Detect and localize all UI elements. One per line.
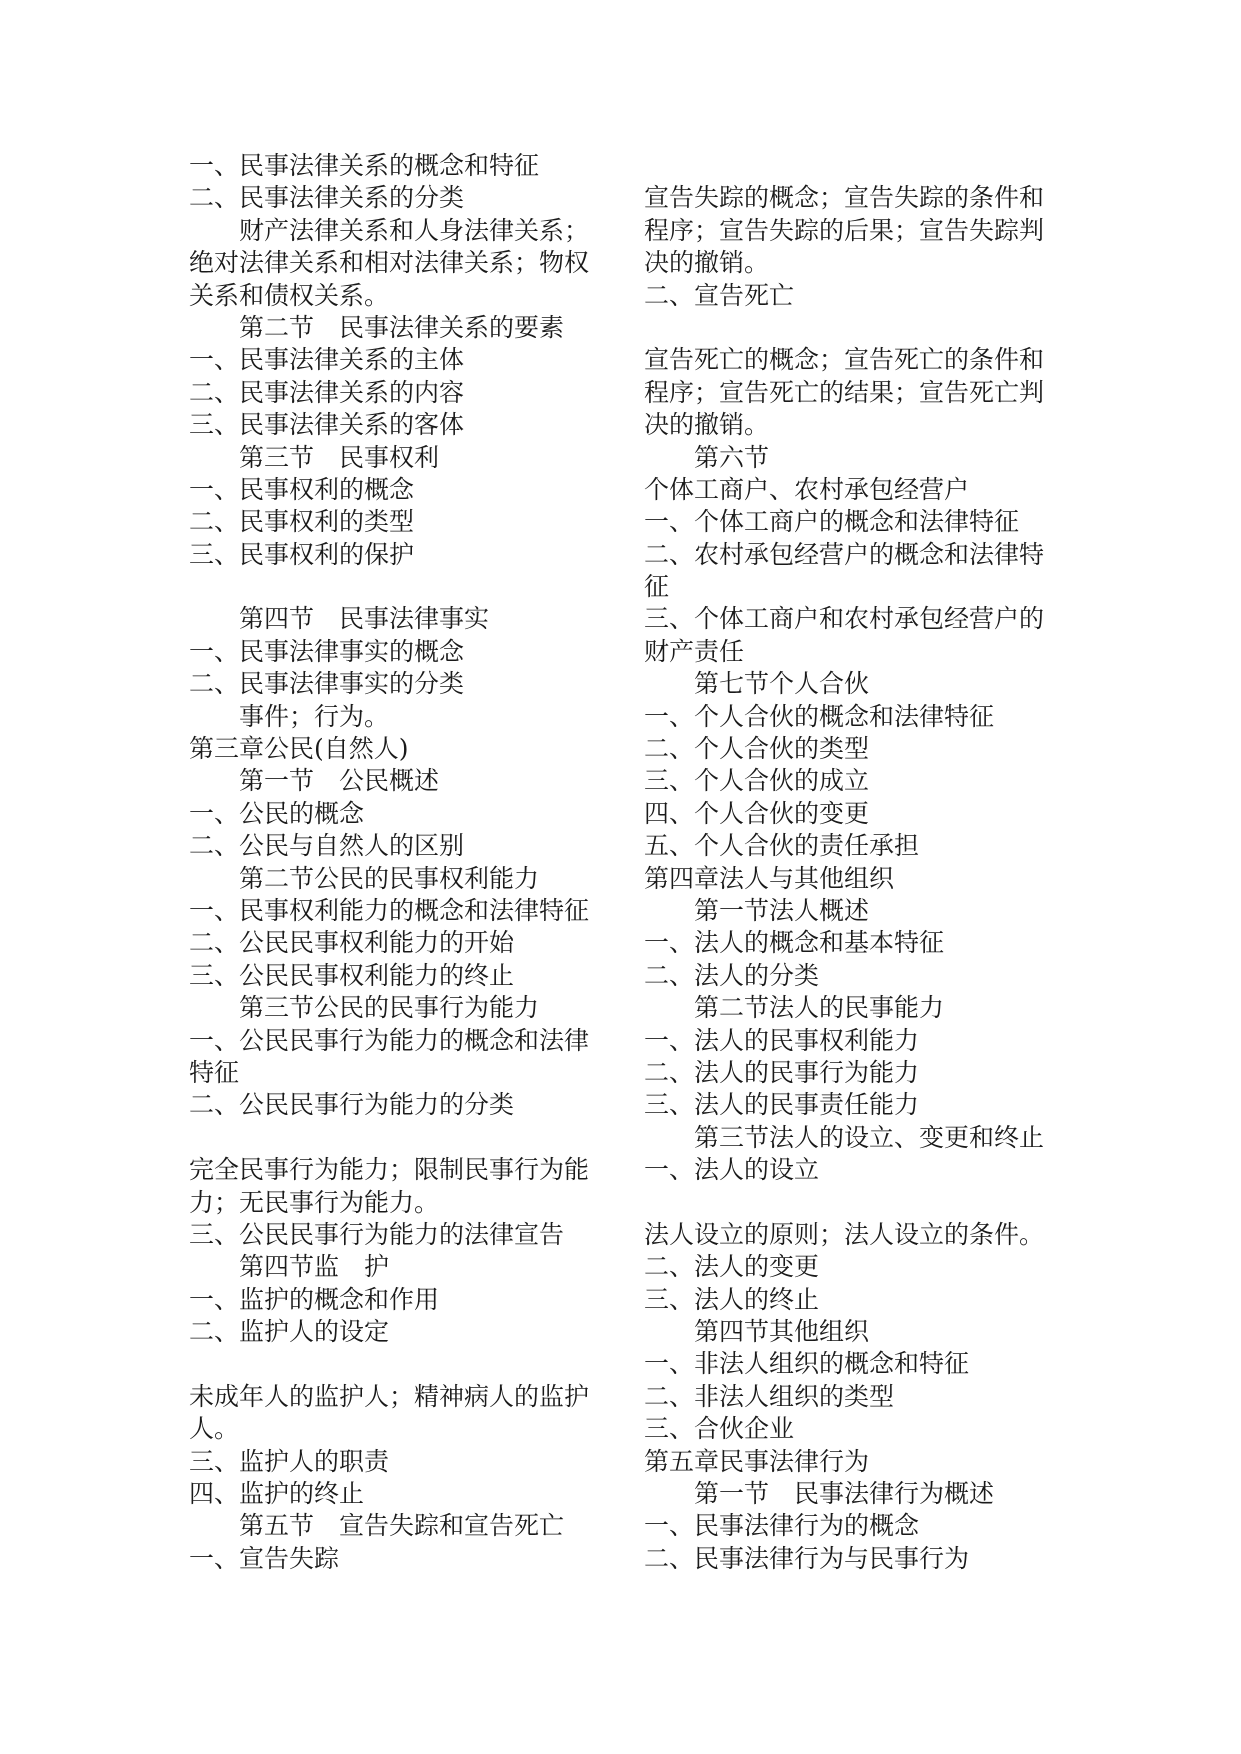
text-line: 二、农村承包经营户的概念和法律特 [644,539,1045,569]
text-line: 一、民事法律行为的概念 [644,1511,920,1541]
text-line: 第四节 民事法律事实 [239,604,490,634]
text-line: 一、法人的概念和基本特征 [644,928,945,958]
text-line: 事件；行为。 [239,701,390,731]
text-line: 财产责任 [644,636,745,666]
text-line: 征 [644,572,670,602]
text-line: 一、监护的概念和作用 [189,1284,440,1314]
text-line: 一、公民的概念 [189,798,365,828]
text-line: 第五节 宣告失踪和宣告死亡 [239,1511,565,1541]
text-line: 法人设立的原则；法人设立的条件。 [644,1219,1045,1249]
text-line: 一、个人合伙的概念和法律特征 [644,701,995,731]
text-line: 第一节 民事法律行为概述 [694,1479,995,1509]
text-line: 二、法人的民事行为能力 [644,1057,920,1087]
text-line: 三、个人合伙的成立 [644,766,870,796]
text-line: 二、法人的变更 [644,1252,820,1282]
blank-line [644,1187,1054,1219]
text-line: 一、非法人组织的概念和特征 [644,1349,970,1379]
text-line: 三、民事权利的保护 [189,539,415,569]
text-line: 一、个体工商户的概念和法律特征 [644,507,1020,537]
text-line: 二、公民民事行为能力的分类 [189,1090,515,1120]
text-line: 第五章民事法律行为 [644,1446,870,1476]
text-line: 绝对法律关系和相对法律关系；物权 [189,248,590,278]
text-line: 二、民事法律关系的分类 [189,183,465,213]
text-line: 第三节 民事权利 [239,442,440,472]
text-line: 二、个人合伙的类型 [644,734,870,764]
text-line: 第一节 公民概述 [239,766,440,796]
text-line: 一、民事权利能力的概念和法律特征 [189,895,590,925]
text-line: 决的撤销。 [644,410,770,440]
text-line: 人。 [189,1414,240,1444]
blank-line [644,312,1054,344]
text-line: 第四章法人与其他组织 [644,863,895,893]
text-line: 二、民事法律关系的内容 [189,377,465,407]
blank-line [189,571,599,603]
text-line: 一、法人的民事权利能力 [644,1025,920,1055]
text-line: 第三节公民的民事行为能力 [239,993,540,1023]
text-line: 一、民事权利的概念 [189,474,415,504]
text-line: 完全民事行为能力；限制民事行为能 [189,1155,590,1185]
text-line: 第四节监 护 [239,1252,390,1282]
text-line: 二、宣告死亡 [644,280,795,310]
text-line: 二、民事法律事实的分类 [189,669,465,699]
text-line: 财产法律关系和人身法律关系； [239,215,590,245]
text-line: 三、公民民事权利能力的终止 [189,960,515,990]
text-line: 第一节法人概述 [694,895,870,925]
text-line: 一、法人的设立 [644,1155,820,1185]
text-line: 一、民事法律关系的概念和特征 [189,151,540,180]
text-line: 二、非法人组织的类型 [644,1381,895,1411]
text-line: 一、民事法律关系的主体 [189,345,465,375]
text-line: 第二节公民的民事权利能力 [239,863,540,893]
text-line: 宣告死亡的概念；宣告死亡的条件和 [644,345,1045,375]
left-column [189,150,599,1575]
text-line: 第二节 民事法律关系的要素 [239,312,565,342]
right-column [644,150,1054,1575]
text-line: 三、监护人的职责 [189,1446,390,1476]
text-line: 二、法人的分类 [644,960,820,990]
text-line: 第七节个人合伙 [694,669,870,699]
text-line: 程序；宣告失踪的后果；宣告失踪判 [644,215,1045,245]
text-line: 力；无民事行为能力。 [189,1187,440,1217]
text-line: 二、民事权利的类型 [189,507,415,537]
text-line: 个体工商户、农村承包经营户 [644,474,970,504]
text-line: 特征 [189,1057,240,1087]
text-line: 第四节其他组织 [694,1317,870,1347]
text-line: 四、监护的终止 [189,1479,365,1509]
text-line: 一、公民民事行为能力的概念和法律 [189,1025,590,1055]
blank-line [189,1348,599,1380]
blank-line [189,1122,599,1154]
text-line: 三、个体工商户和农村承包经营户的 [644,604,1045,634]
text-line: 二、监护人的设定 [189,1317,390,1347]
text-line: 四、个人合伙的变更 [644,798,870,828]
text-line: 一、宣告失踪 [189,1543,340,1573]
text-line: 二、民事法律行为与民事行为 [644,1543,970,1573]
text-line: 宣告失踪的概念；宣告失踪的条件和 [644,183,1045,213]
text-line: 第三节法人的设立、变更和终止 [694,1122,1045,1152]
text-line: 未成年人的监护人；精神病人的监护 [189,1381,590,1411]
text-line: 五、个人合伙的责任承担 [644,831,920,861]
text-line: 程序；宣告死亡的结果；宣告死亡判 [644,377,1045,407]
text-line: 三、民事法律关系的客体 [189,410,465,440]
text-line: 三、法人的终止 [644,1284,820,1314]
text-line: 关系和债权关系。 [189,280,390,310]
text-line: 第二节法人的民事能力 [694,993,945,1023]
text-line: 决的撤销。 [644,248,770,278]
text-line: 第六节 [694,442,770,472]
text-line: 二、公民民事权利能力的开始 [189,928,515,958]
text-line: 三、法人的民事责任能力 [644,1090,920,1120]
text-line: 三、公民民事行为能力的法律宣告 [189,1219,565,1249]
blank-line [644,150,1054,182]
text-line: 一、民事法律事实的概念 [189,636,465,666]
text-line: 二、公民与自然人的区别 [189,831,465,861]
text-line: 三、合伙企业 [644,1414,795,1444]
text-line: 第三章公民(自然人) [189,734,409,764]
